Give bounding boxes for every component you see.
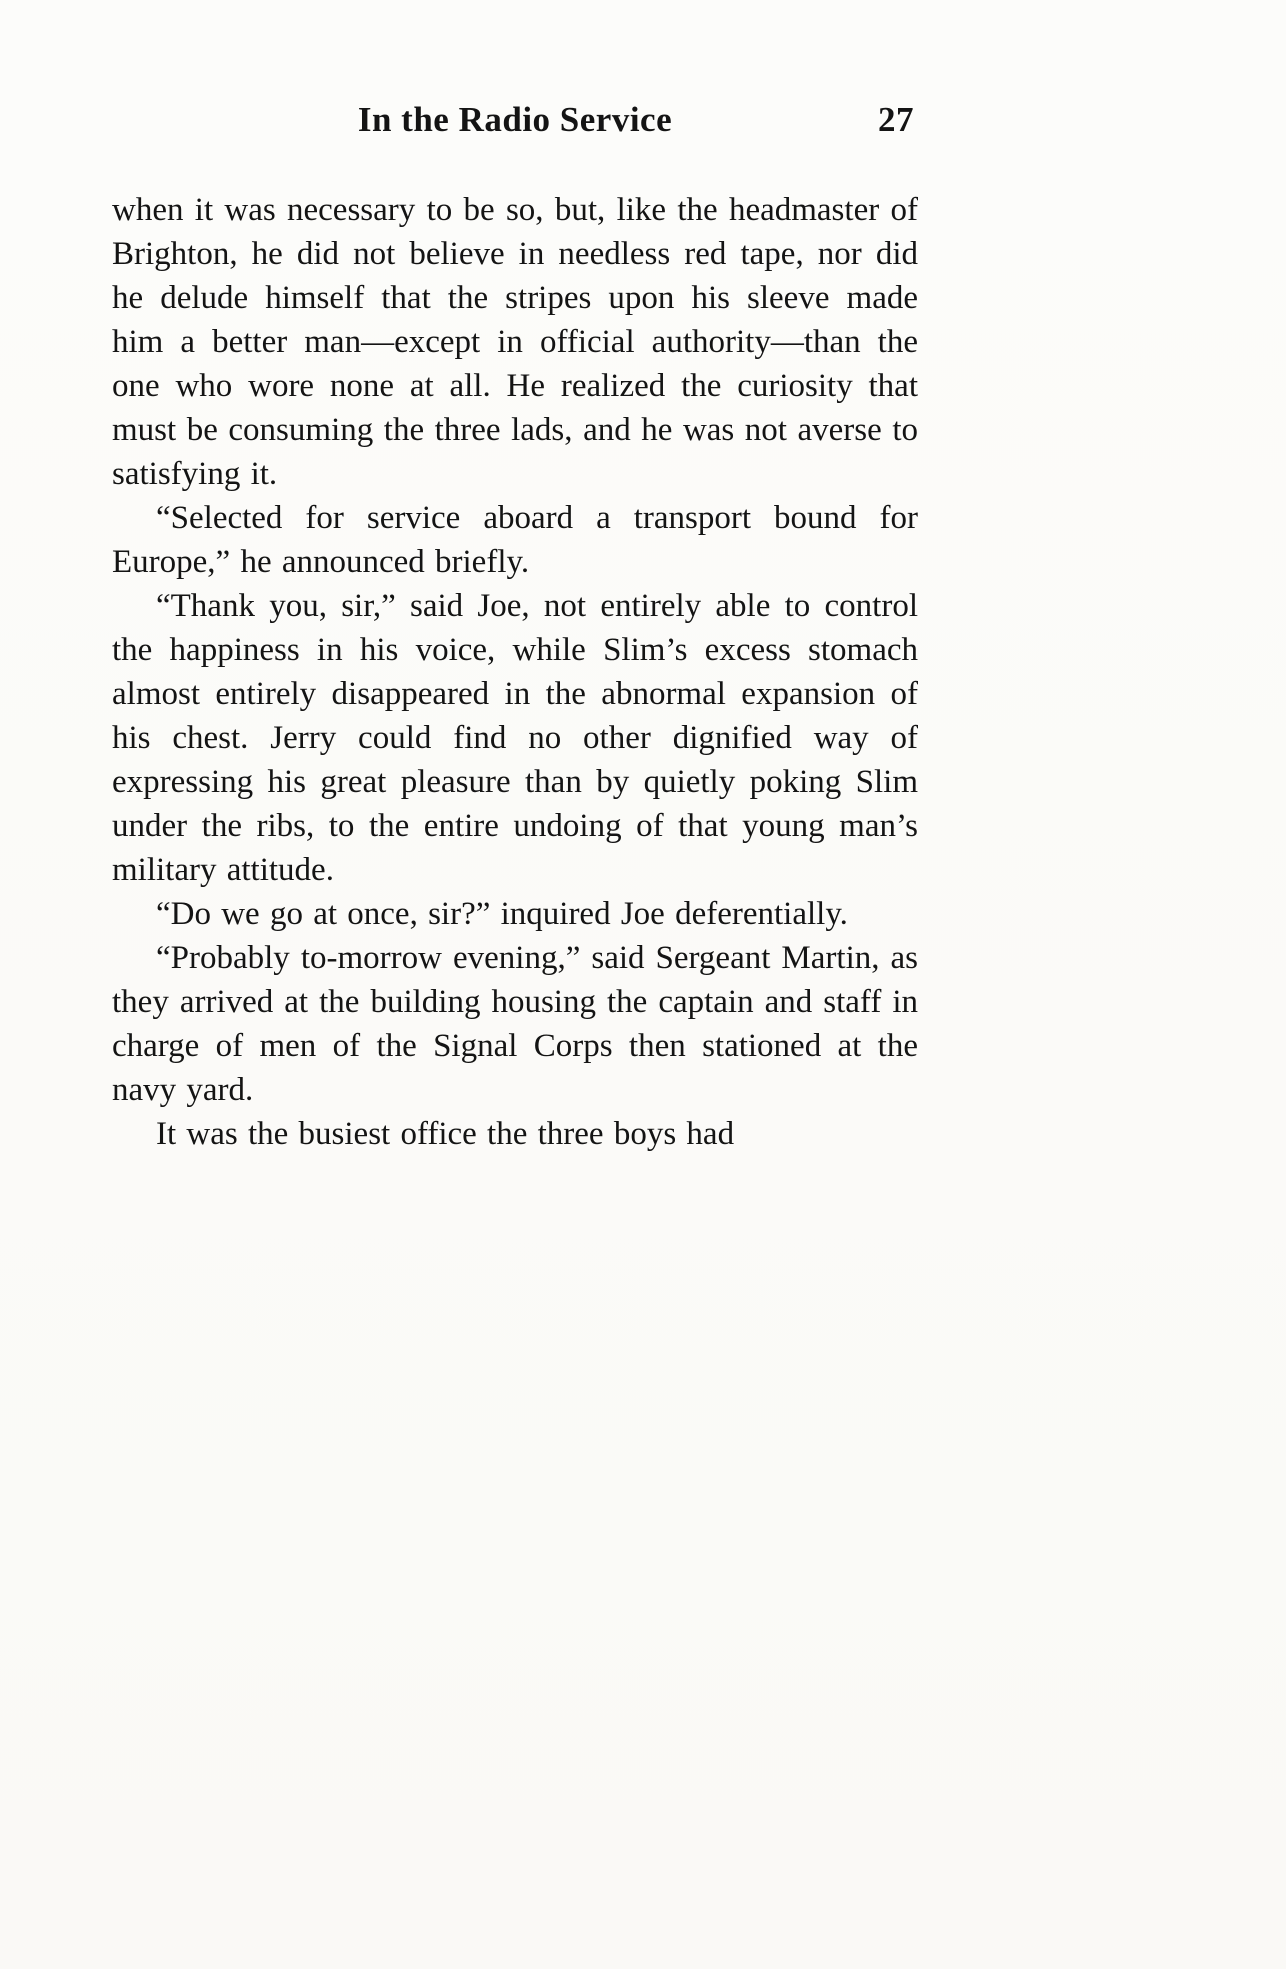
text-column — [112, 98, 918, 1156]
body-text — [112, 188, 918, 1156]
paragraph: It was the busiest office the three boys had — [156, 1116, 735, 1152]
paragraph: “Selected for service aboard a transport bound for Europe,” he announced briefly. — [112, 500, 918, 580]
chapter-title: In the Radio Service — [357, 100, 673, 139]
paragraph: “Thank you, sir,” said Joe, not entirely able to control the happiness in his voice, while Slim’s excess stomach almost entirely disappeared in the abnormal expansion of his chest. Jerry could find no other dignified way of expressing his great pleasure than by quietly poking Slim under the ribs, to the entire undoing of that young man’s military attitude. — [112, 588, 918, 888]
paragraph: “Probably to-morrow evening,” said Sergeant Martin, as they arrived at the building housing the captain and staff in charge of men of the Signal Corps then stationed at the navy yard. — [112, 940, 918, 1108]
paragraph: when it was necessary to be so, but, like the headmaster of Brighton, he did not believe in needless red tape, nor did he delude himself that the stripes upon his sleeve made him a better man—except in official authority—than the one who wore none at all. He realized the curiosity that must be consuming the three lads, and he was not averse to satisfying it. — [112, 192, 918, 492]
running-header — [112, 98, 918, 142]
page-number: 27 — [878, 100, 914, 139]
paragraph: “Do we go at once, sir?” inquired Joe deferentially. — [156, 896, 848, 932]
